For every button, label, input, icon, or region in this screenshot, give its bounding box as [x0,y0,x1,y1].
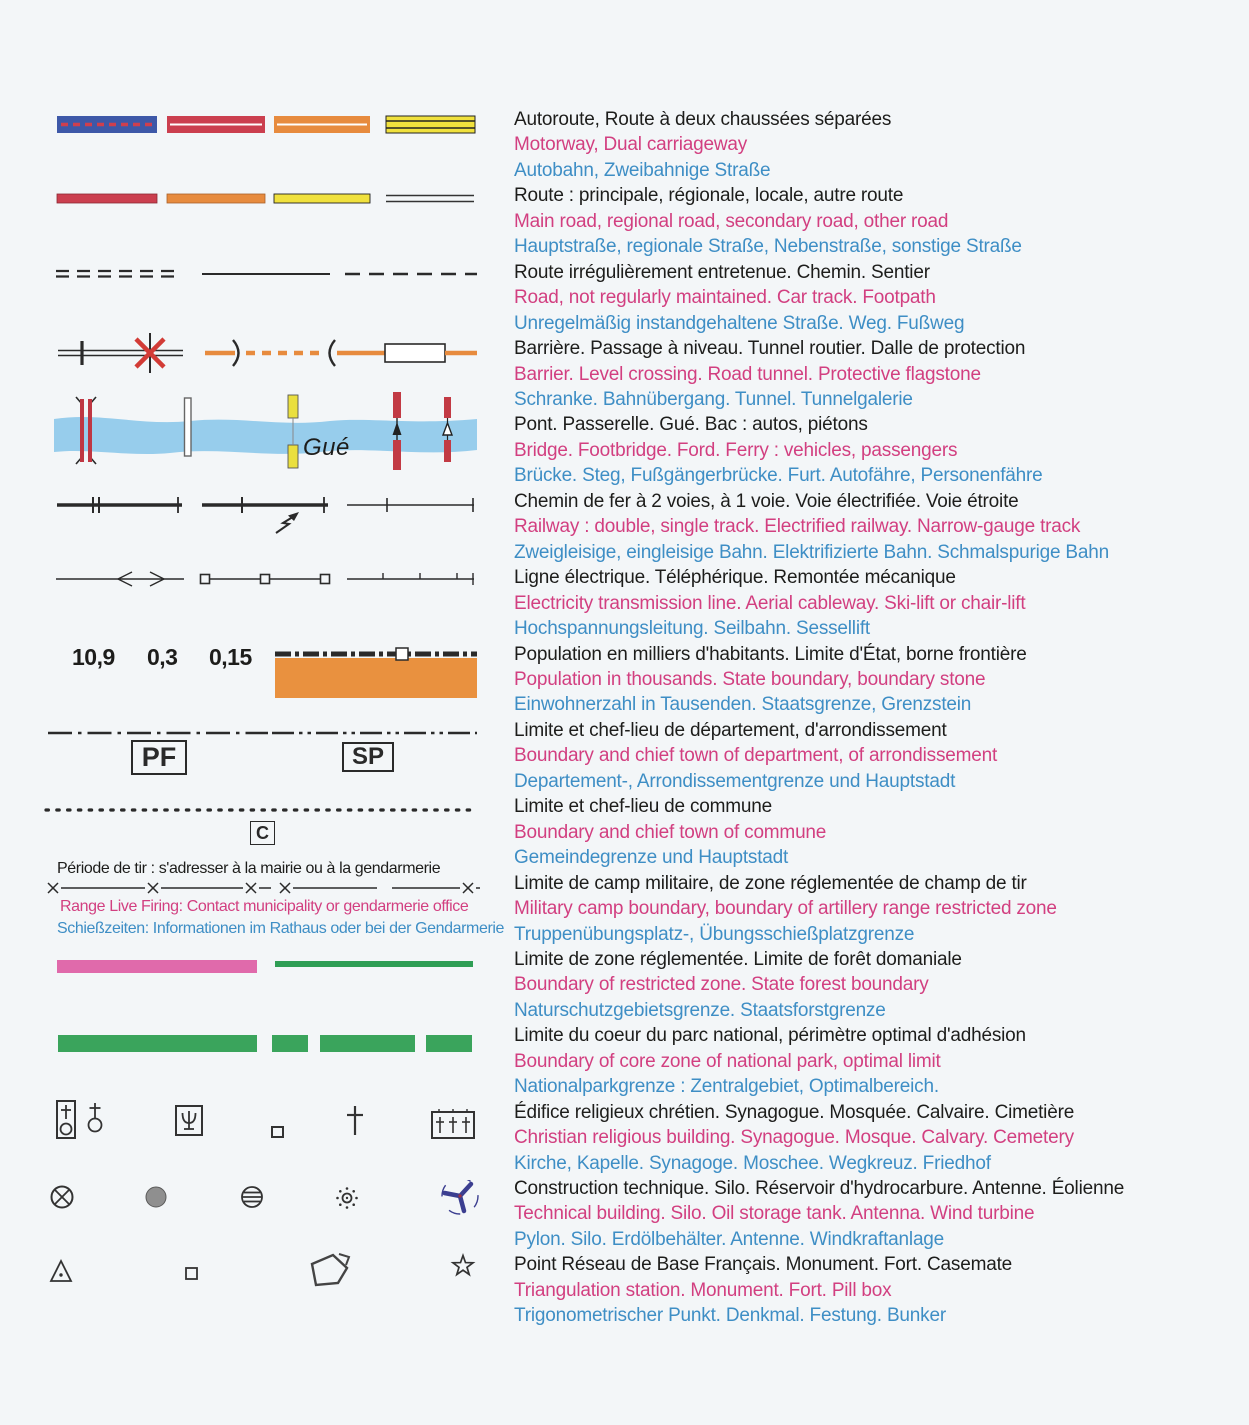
restricted-zone-band [57,960,257,973]
commune-boundary-symbol [40,803,480,817]
legend-line-4-de: Brücke. Steg, Fußgängerbrücke. Furt. Autofähre, Personenfähre [514,465,1043,487]
legend-line-2-de: Unregelmäßig instandgehaltene Straße. Weg. Fußweg [514,312,965,334]
legend-line-6-de: Hochspannungsleitung. Seilbahn. Sessellift [514,618,871,640]
river-crossings-symbol [40,390,480,475]
legend-line-3-fr: Barrière. Passage à niveau. Tunnel routier. Dalle de protection [514,338,1026,360]
track-footpath-symbol [40,266,480,284]
oil-tank-icon [242,1187,262,1207]
powerline-cableway-skilift-symbol [40,566,480,594]
national-park-dash [426,1035,472,1052]
legend-line-8-fr: Limite et chef-lieu de département, d'arrondissement [514,719,947,741]
cemetery-icon [432,1109,474,1138]
boundary-stone-icon [396,648,408,660]
legend-line-11-en: Boundary of restricted zone. State forest boundary [514,974,929,996]
legend-line-12-de: Nationalparkgrenze : Zentralgebiet, Optimalbereich. [514,1076,939,1098]
technical-constructions-symbols [40,1180,480,1222]
chapel-icon [89,1103,102,1132]
commune-box: C [250,821,275,845]
firing-range-note-fr: Période de tir : s'adresser à la mairie ou à la gendarmerie [57,860,441,877]
national-park-dash [58,1035,257,1052]
legend-line-12-en: Boundary of core zone of national park, optimal limit [514,1050,941,1072]
legend-line-8-en: Boundary and chief town of department, of arrondissement [514,745,998,767]
legend-line-12-fr: Limite du coeur du parc national, périmètre optimal d'adhésion [514,1025,1026,1047]
legend-line-14-de: Pylon. Silo. Erdölbehälter. Antenne. Windkraftanlage [514,1228,945,1250]
fort-icon [312,1254,349,1285]
subprefecture-box: SP [342,742,394,772]
legend-line-0-en: Motorway, Dual carriageway [514,134,748,156]
legend-line-15-de: Trigonometrischer Punkt. Denkmal. Festung. Bunker [514,1305,946,1327]
legend-line-4-fr: Pont. Passerelle. Gué. Bac : autos, piétons [514,414,868,436]
barrier-crossing-tunnel-symbol [40,330,480,380]
mosque-icon [268,1116,287,1137]
population-value-2: 0,3 [147,644,178,670]
electrified-railway-icon [276,512,299,533]
legend-line-14-fr: Construction technique. Silo. Réservoir d'hydrocarbure. Antenne. Éolienne [514,1178,1125,1200]
legend-line-9-en: Boundary and chief town of commune [514,821,827,843]
triangulation-station-icon [51,1261,71,1281]
footbridge-icon [185,398,192,456]
legend-line-9-fr: Limite et chef-lieu de commune [514,796,773,818]
ski-lift-icon [347,573,474,585]
church-icon [57,1101,75,1138]
prefecture-box: PF [131,740,187,775]
legend-line-15-en: Triangulation station. Monument. Fort. Pill box [514,1279,892,1301]
religious-buildings-symbols [40,1090,480,1148]
legend-line-3-en: Barrier. Level crossing. Road tunnel. Protective flagstone [514,363,981,385]
roads-classes-symbol [50,192,480,206]
legend-line-13-en: Christian religious building. Synagogue. Mosque. Calvary. Cemetery [514,1127,1074,1149]
legend-line-11-de: Naturschutzgebietsgrenze. Staatsforstgrenze [514,999,886,1021]
legend-line-13-de: Kirche, Kapelle. Synagoge. Moschee. Wegkreuz. Friedhof [514,1152,991,1174]
legend-line-7-de: Einwohnerzahl in Tausenden. Staatsgrenze, Grenzstein [514,694,972,716]
legend-line-4-en: Bridge. Footbridge. Ford. Ferry : vehicles, passengers [514,439,958,461]
legend-line-8-de: Departement-, Arrondissementgrenze und Hauptstadt [514,770,956,792]
legend-line-1-fr: Route : principale, régionale, locale, autre route [514,185,904,207]
legend-line-10-en: Military camp boundary, boundary of artillery range restricted zone [514,898,1057,920]
legend-line-3-de: Schranke. Bahnübergang. Tunnel. Tunnelgalerie [514,388,913,410]
legend-line-6-en: Electricity transmission line. Aerial cableway. Ski-lift or chair-lift [514,592,1026,614]
technical-building-icon [52,1187,73,1208]
synagogue-icon [176,1106,202,1135]
national-park-dash [320,1035,415,1052]
ferry-passengers-icon [443,397,452,462]
legend-line-15-fr: Point Réseau de Base Français. Monument. Fort. Casemate [514,1254,1013,1276]
calvary-icon [347,1106,363,1135]
population-value-3: 0,15 [209,644,252,670]
legend-line-7-en: Population in thousands. State boundary, boundary stone [514,668,986,690]
state-forest-line [275,961,473,967]
firing-range-note-de: Schießzeiten: Informationen im Rathaus oder bei der Gendarmerie [57,920,505,937]
legend-line-6-fr: Ligne électrique. Téléphérique. Remontée mécanique [514,567,956,589]
population-value-1: 10,9 [72,644,115,670]
legend-line-7-fr: Population en milliers d'habitants. Limite d'État, borne frontière [514,643,1027,665]
aerial-cableway-icon [201,575,331,584]
points-symbols [40,1248,480,1296]
legend-line-2-en: Road, not regularly maintained. Car track. Footpath [514,287,936,309]
legend-line-1-de: Hauptstraße, regionale Straße, Nebenstraße, sonstige Straße [514,236,1022,258]
legend-line-13-fr: Édifice religieux chrétien. Synagogue. Mosquée. Calvaire. Cimetière [514,1101,1075,1123]
legend-line-10-de: Truppenübungsplatz-, Übungsschießplatzgrenze [514,923,915,945]
legend-line-9-de: Gemeindegrenze und Hauptstadt [514,847,789,869]
department-boundary-symbol [40,725,480,741]
legend-line-0-fr: Autoroute, Route à deux chaussées séparées [514,109,892,130]
river-icon [54,417,477,454]
state-boundary-symbol [40,640,480,702]
national-park-dash [272,1035,308,1052]
protective-flagstone-icon [385,344,445,362]
legend-line-5-de: Zweigleisige, eingleisige Bahn. Elektrifizierte Bahn. Schmalspurige Bahn [514,541,1109,563]
ford-label: Gué [303,434,350,461]
legend-line-1-en: Main road, regional road, secondary road, other road [514,210,949,232]
legend-line-10-fr: Limite de camp militaire, de zone réglementée de champ de tir [514,872,1027,894]
railway-symbol [40,492,480,540]
firing-range-note-en: Range Live Firing: Contact municipality or gendarmerie office [60,898,469,915]
legend-line-11-fr: Limite de zone réglementée. Limite de forêt domaniale [514,948,962,970]
monument-icon [186,1268,197,1279]
legend-line-5-fr: Chemin de fer à 2 voies, à 1 voie. Voie électrifiée. Voie étroite [514,490,1019,512]
legend-line-14-en: Technical building. Silo. Oil storage tank. Antenna. Wind turbine [514,1203,1035,1225]
silo-icon [146,1187,166,1207]
motorway-dual-carriageway-symbol [50,113,480,139]
legend-line-2-fr: Route irrégulièrement entretenue. Chemin. Sentier [514,261,930,283]
wind-turbine-icon [442,1180,478,1214]
pill-box-icon [453,1256,473,1275]
legend-line-0-de: Autobahn, Zweibahnige Straße [514,159,771,181]
legend-text-column [514,107,1246,1329]
electricity-line-icon [56,572,184,586]
antenna-icon [336,1187,358,1209]
military-camp-boundary-symbol [40,880,480,898]
legend-line-5-en: Railway : double, single track. Electrified railway. Narrow-gauge track [514,516,1081,538]
